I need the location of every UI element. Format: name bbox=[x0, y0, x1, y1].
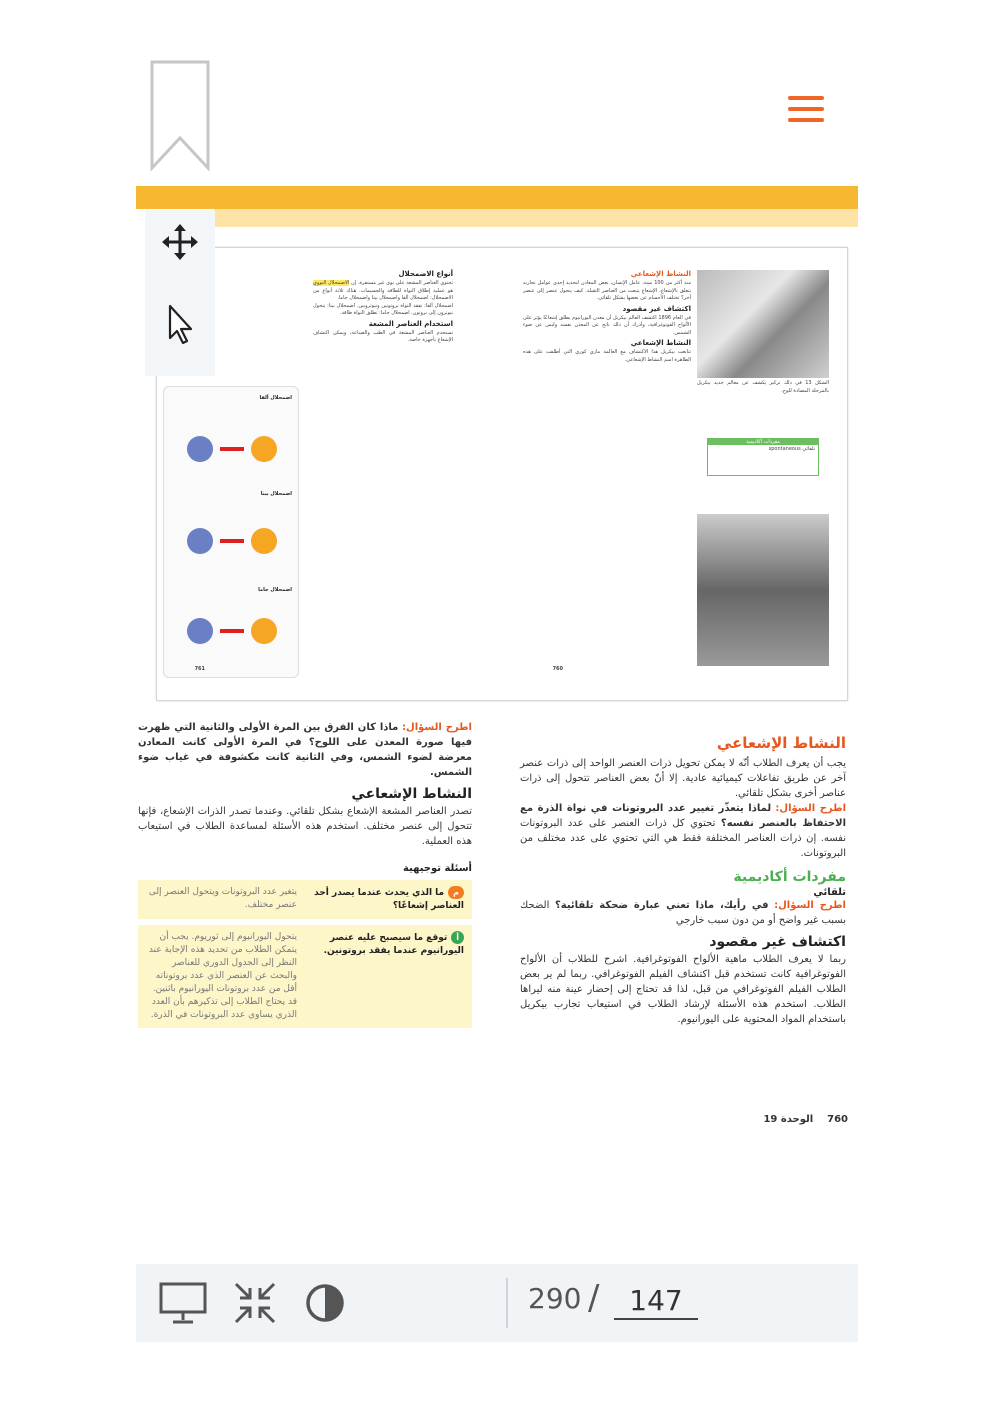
spread-title: النشاط الإشعاعي bbox=[630, 270, 691, 278]
page-number-input[interactable] bbox=[614, 1282, 698, 1320]
menu-icon bbox=[788, 96, 824, 100]
page-footer bbox=[760, 1114, 848, 1125]
guide-question-1: مما الذي يحدث عندما يصدر أحد العناصر إشعاعًا؟ يتغير عدد البروتونات ويتحول العنصر إلى عنصر مختلف. bbox=[138, 880, 472, 919]
decay-panels: اضمحلال ألفا اضمحلال بيتا اضمحلال جاما bbox=[163, 386, 299, 678]
notes-left-body: تصدر العناصر المشعة الإشعاع بشكل تلقائي. وعندما تصدر الذرات الإشعاع، فإنها تتحول إلى عنصر مختلف. استخدم هذه الأسئلة لمساعدة الطلاب في استيعاب هذه العملية. bbox=[138, 806, 472, 847]
monitor-icon[interactable] bbox=[158, 1280, 208, 1326]
alpha-decay-diagram bbox=[164, 409, 298, 479]
spread-right-page: الشكل 13 في ذلك تركيز يكشف عن معالم جديد بيكريل بالمرحلة المضادة للوح. النشاط الإشعاعي منذ أكثر من 100 سنة، عامل الإنسان، بعض المعادن لتحديد إحدى عوامل تجاربه يتعلق بالإشعاع. الإشعاع ينبعث من العناصر الثقيلة. كيف يتحول عنصر إلى عنصر آخر؟ تختلف الأجسام عن بعضها بشكل تلقائي. اكتشاف غير مقصود في العام 1896 اكتشف العالم بيكريل أن معدن اليورانيوم يطلق إشعاعًا يؤثر على الألواح الفوتوغرافية، وأدرك أن ذلك ناتج عن المعدن نفسه وليس عن ضوء الشمس. النشاط الإشعاعي تتابعت بيكريل هذا الاكتشاف مع العالمة ماري كوري التي أطلقت على هذه الظاهرة اسم النشاط الإشعاعي. مفردات أكاديمية تلقائي spontaneous 760 bbox=[523, 270, 829, 672]
plate-photo bbox=[697, 270, 829, 378]
move-icon[interactable] bbox=[162, 222, 198, 262]
collapse-icon[interactable] bbox=[230, 1280, 280, 1326]
spread-left-subtitle: استخدام العناصر المشعة bbox=[368, 319, 453, 328]
spread-left-page: اضمحلال ألفا اضمحلال بيتا اضمحلال جاما أنواع الاضمحلال تحتوي العناصر المشعة على نوى غير مستقرة. إن الاضمحلال النووي هو عملية إطلاق النواة للطاقة والجسيمات. هناك ثلاثة أنواع من الاضمحلال: اضمحلال ألفا واضمحلال بيتا واضمحلال جاما. اضمحلال ألفا: تفقد النواة بروتونين ونيوترونين. اضمحلال بيتا: يتحول نيوترون إلى بروتون. اضمحلال جاما: تطلق النواة طاقة. استخدام العناصر المشعة تستخدم العناصر المشعة في الطب والصناعة، ويمكن اكتشاف الإشعاع بأجهزة خاصة. 761 bbox=[163, 256, 463, 681]
beta-decay-diagram bbox=[164, 505, 298, 575]
contrast-icon[interactable] bbox=[300, 1280, 350, 1326]
spread-subtitle-2: النشاط الإشعاعي bbox=[630, 339, 691, 347]
page-total: 290 bbox=[528, 1282, 582, 1315]
vocab-heading: مفردات أكاديمية bbox=[733, 869, 846, 885]
top-banner bbox=[136, 186, 858, 209]
page-spread[interactable] bbox=[156, 247, 848, 701]
teacher-notes-left bbox=[138, 720, 472, 1034]
tool-panel bbox=[145, 210, 215, 376]
bottom-toolbar bbox=[136, 1264, 858, 1342]
level-badge: م bbox=[448, 886, 464, 899]
teacher-notes-right: النشاط الإشعاعي يجب أن يعرف الطلاب أنّه لا يمكن تحويل ذرات العنصر الواحد إلى ذرات عنصر آخر عن طريق تفاعلات كيميائية عادية. إلا أنّ بعض العناصر تتحول إلى ذرات عناصر أخرى بشكل تلقائي. اطرح السؤال: لماذا يتعذّر تغيير عدد البروتونات في نواة الذرة مع الاحتفاظ بالعنصر نفسه؟ تحتوي كل ذرات العنصر على عدد البروتونات نفسه. إن ذرات العناصر المختلفة فقط هي التي تحتوي على عدد مختلف من البروتونات. مفردات أكاديمية تلقائي اطرح السؤال: في رأيك، ماذا تعني عبارة ضحكة تلقائية؟ الضحك بسبب غير واضح أو من دون سبب خارجي اكتشاف غير مقصود ربما لا يعرف الطلاب ماهية الألواح الفوتوغرافية. اشرح للطلاب أن الألواح الفوتوغرافية كانت تستخدم قبل اكتشاف الفيلم الفوتوغرافي. ربما لم ير بعض الطلاب الفيلم الفوتوغرافي من قبل، لذا قد تحتاج إلى إحضار عينة منه ليراها الطلاب. استخدم هذه الأسئلة لإرشاد الطلاب في استيعاب تجارب بيكريل باستخدام المواد المحتوية على اليورانيوم. bbox=[520, 734, 846, 1025]
pointer-icon[interactable] bbox=[162, 304, 198, 344]
gamma-decay-diagram bbox=[164, 601, 298, 661]
notes-left-heading: النشاط الإشعاعي bbox=[351, 786, 472, 802]
menu-button[interactable] bbox=[788, 96, 824, 124]
question-1: اطرح السؤال: ماذا كان الفرق بين المرة الأولى والثانية التي ظهرت فيها صورة المعدن على اللوح؟ في المرة الأولى كانت المعادن معرضة لضوء الشمس، وفي الثانية كانت مكشوفة في غياب ضوء الشمس. bbox=[138, 722, 472, 778]
vocab-box: مفردات أكاديمية تلقائي spontaneous bbox=[707, 438, 819, 476]
spread-subtitle-1: اكتشاف غير مقصود bbox=[622, 304, 691, 313]
level-badge: أ bbox=[451, 931, 464, 944]
guide-question-2: أتوقع ما سيصبح عليه عنصر اليورانيوم عندما يفقد بروتونين. يتحول اليورانيوم إلى ثوريوم. يجب أن يتمكن الطلاب من تحديد هذه الإجابة عند النظر إلى الجدول الدوري للعناصر والبحث عن العنصر الذي عدد بروتوناته أقل من عدد بروتونات اليورانيوم باثنين. قد يحتاج الطلاب إلى تذكيرهم بأن العدد الذري يساوي عدد البروتونات في الذرة. bbox=[138, 925, 472, 1028]
page-separator: / bbox=[588, 1278, 600, 1318]
notes-right-heading-2: اكتشاف غير مقصود bbox=[709, 934, 846, 950]
guide-title: أسئلة توجيهية bbox=[402, 863, 472, 874]
notes-right-heading: النشاط الإشعاعي bbox=[716, 734, 846, 752]
sub-banner bbox=[214, 209, 858, 227]
curie-photo bbox=[697, 514, 829, 666]
vocab-word: تلقائي bbox=[813, 887, 846, 898]
unit-label: الوحدة 19 bbox=[763, 1114, 814, 1125]
spread-left-title: أنواع الاضمحلال bbox=[398, 270, 453, 278]
toolbar-divider bbox=[506, 1278, 508, 1328]
bookmark-icon[interactable] bbox=[148, 60, 212, 172]
page-number: 760 bbox=[827, 1114, 848, 1125]
